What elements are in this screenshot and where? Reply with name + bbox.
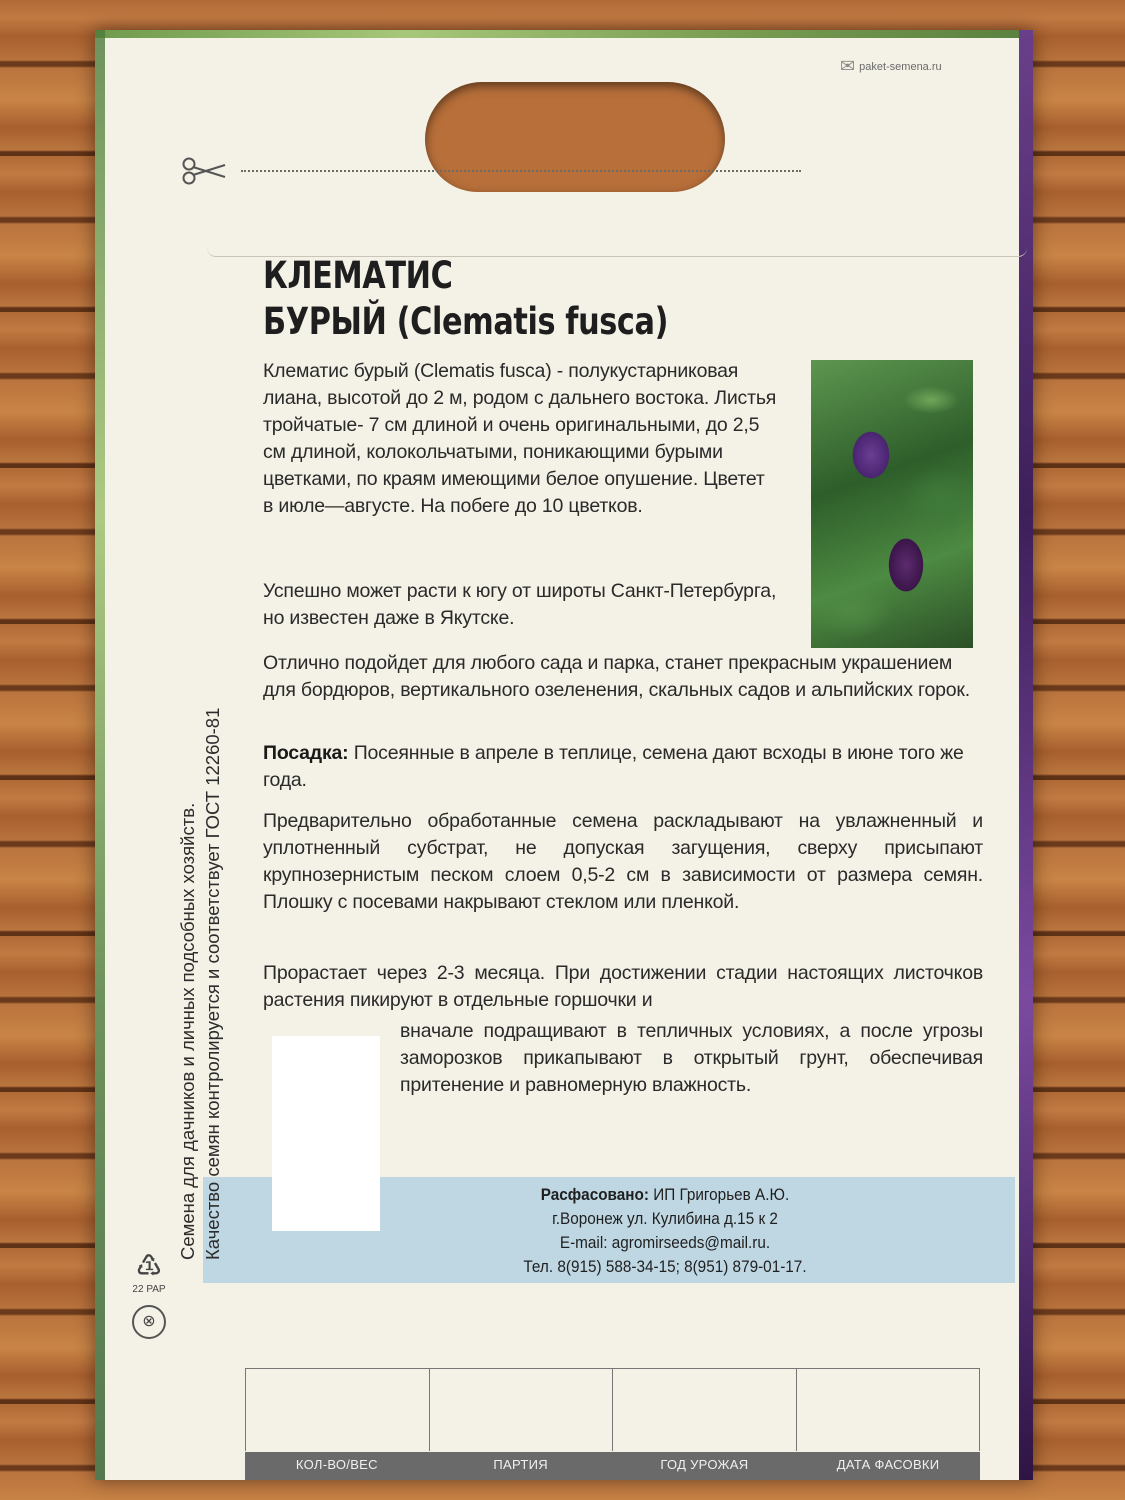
packer-phone: Тел. 8(915) 588-34-15; 8(951) 879-01-17. [523,1257,807,1276]
recycle-code: 22 [132,1284,144,1295]
logo-icon: ✉ [840,56,856,76]
planting-label: Посадка: [263,742,349,764]
seed-packet [95,30,1033,1480]
cut-dotted-line [241,170,801,172]
scissors-icon [181,157,227,185]
table-header-row [245,1452,980,1480]
clematis-flower-photo [811,360,973,648]
cut-line [181,157,801,185]
packer-name: ИП Григорьев А.Ю. [653,1185,790,1204]
table-header-pack-date: ДАТА ФАСОВКИ [836,1457,940,1472]
cell-harvest-year [613,1369,797,1451]
recycle-label: PAP [146,1284,166,1295]
page-title [263,253,853,345]
packer-info [476,1183,854,1279]
packer-line-name [476,1183,854,1207]
title-line-2: БУРЫЙ (Clematis fusca) [263,300,669,343]
cell-quantity [245,1369,430,1451]
table-header-batch: ПАРТИЯ [493,1457,548,1472]
table-header-harvest-year: ГОД УРОЖАЯ [660,1457,749,1472]
packer-email: E-mail: agromirseeds@mail.ru. [559,1233,771,1252]
blank-label-area [272,1036,380,1231]
cell-batch [430,1369,614,1451]
paragraph-sowing: Предварительно обработанные семена раскладывают на увлажненный и уплотненный субстрат, не допуская загущения, сверху присыпают крупнозернистым песком слоем 0,5-2 см в зависимости от размера семян. Плошку с посевами накрывают стеклом или пленкой. [263,810,983,913]
brand-site: paket-semena.ru [859,60,942,73]
recycle-icon: ♳ [135,1250,163,1283]
paragraph-growing: вначале подращивают в тепличных условиях, а после угрозы заморозков прикапывают в открытый грунт, обеспечивая притенение и равномерную влажность. [400,1020,983,1096]
planting-text: Посеянные в апреле в теплице, семена дают всходы в июне того же года. [263,742,964,791]
side-note [175,420,225,1260]
side-note-line-2: Качество семян контролируется и соответствует ГОСТ 12260-81 [202,707,223,1260]
paragraph-planting [263,740,983,794]
paragraph-germination: Прорастает через 2-3 месяца. При достижении стадии настоящих листочков растения пикируют в отдельные горшочки и [263,962,983,1011]
paragraph-description: Клематис бурый (Clematis fusca) - полукустарниковая лиана, высотой до 2 м, родом с дальнего востока. Листья тройчатые- 7 см длиной и очень оригинальными, до 2,5 см длиной, колокольчатыми, поникающими бурыми цветками, по краям имеющими белое опушение. Цветет в июле—августе. На побеге до 10 цветков. [263,360,777,517]
title-line-1: КЛЕМАТИС [263,254,453,297]
table-header-quantity: КОЛ-ВО/ВЕС [295,1457,378,1472]
packet-edge-left [95,30,105,1480]
paragraph-range: Успешно может расти к югу от широты Санкт-Петербурга, но известен даже в Якутске. [263,580,777,629]
packer-label: Расфасовано: [540,1185,649,1204]
side-note-line-1: Семена для дачников и личных подсобных хозяйств. [177,802,198,1260]
recycle-marks [121,1250,177,1370]
no-litter-icon: ⊗ [132,1305,166,1339]
paragraph-usage: Отлично подойдет для любого сада и парка, станет прекрасным украшением для бордюров, вертикального озеленения, скальных садов и альпийских горок. [263,652,970,701]
packet-edge-top [95,30,1033,38]
cell-pack-date [797,1369,981,1451]
fill-in-table [245,1368,980,1451]
brand-logo [840,56,942,77]
packer-address: г.Воронеж ул. Кулибина д.15 к 2 [552,1209,778,1228]
